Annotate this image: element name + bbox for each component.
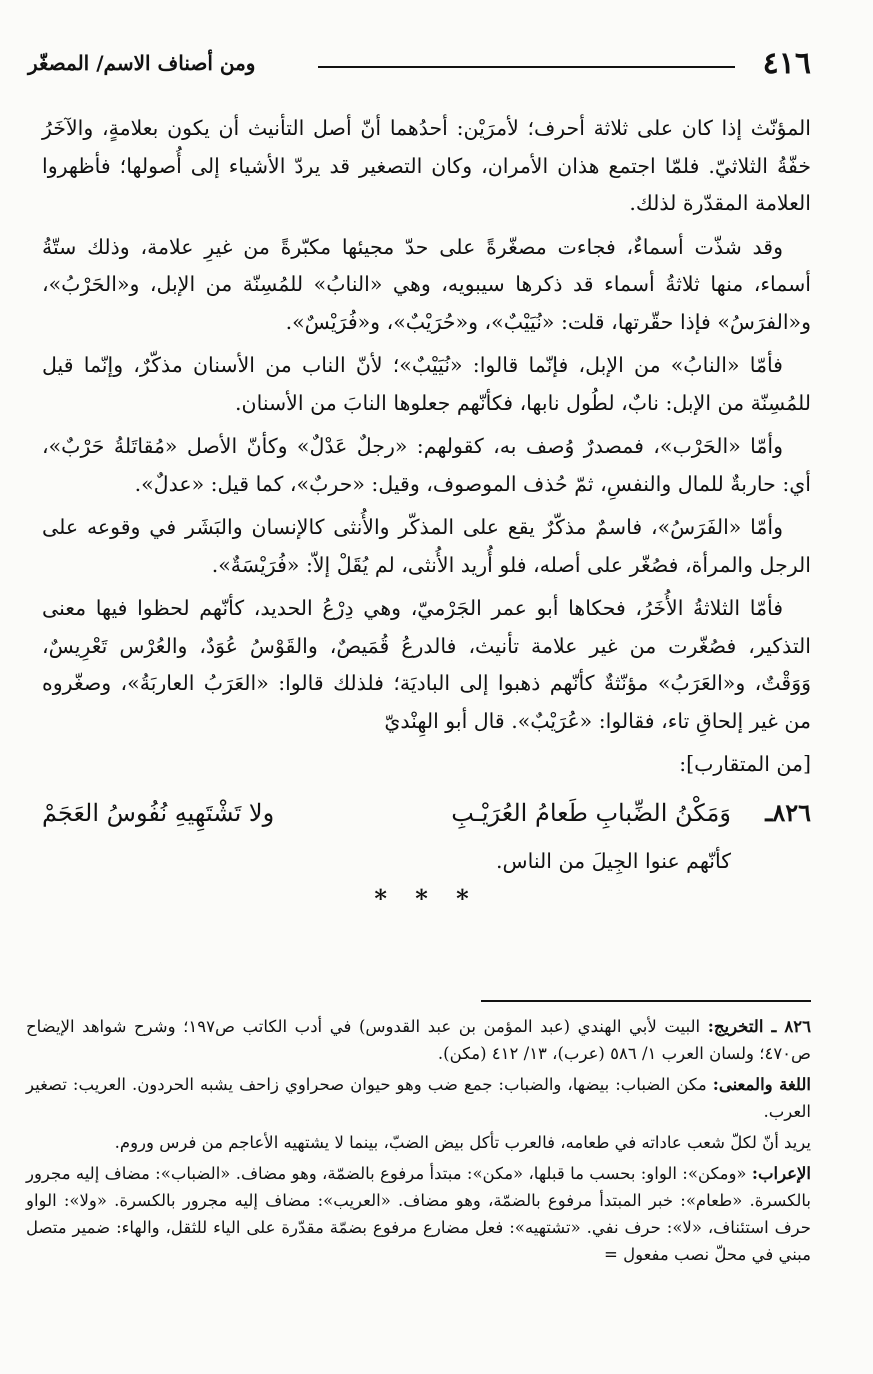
footnote-irab-label: الإعراب: [751,1164,812,1183]
verse-first-hemistich: وَمَكْنُ الضِّبابِ طَعامُ العُرَيْـبِ [451,799,731,827]
verse-number: ٨٢٦ـ [765,798,811,827]
footnote-meaning: يريد أنّ لكلّ شعب عاداته في طعامه، فالعرب تأكل بيض الضبّ، بينما لا يشتهيه الأعاجم من فرس وروم. [114,1133,811,1152]
paragraph-4: وأمّا «الحَرْب»، فمصدرٌ وُصف به، كقولهم: «رجلٌ عَدْلٌ» وكأنّ الأصل «مُقاتَلةُ حَرْبٌ»، أي: حاربةٌ للمال والنفسِ، ثمّ حُذف الموصوف، وقيل: «حربٌ»، كما قيل: «عدلٌ». [42,434,811,496]
header-rule [318,66,735,68]
verse-commentary: كأنّهم عنوا الجِيلَ من الناس. [496,849,731,873]
paragraph-2: وقد شذّت أسماءٌ، فجاءت مصغّرةً على حدّ مجيئها مكبّرةً من غيرِ علامة، وذلك ستّةُ أسماء، منها ثلاثةُ أسماء قد ذكرها سيبويه، وهي «النابُ» للمُسِنّة من الإبل، و«الحَرْبُ»، و«الفرَسُ» فإذا حقّرتها، قلت: «نُيَيْبٌ»، و«حُرَيْبٌ»، و«فُرَيْسٌ». [42,234,811,334]
running-title: ومن أصناف الاسم/ المصغّر [28,51,256,75]
section-separator: * * * [374,884,479,913]
footnote-takhrij-text: البيت لأبي الهندي (عبد المؤمن بن عبد القدوس) في أدب الكاتب ص١٩٧؛ وشرح شواهد الإيضاح ص٤٧٠؛ ولسان العرب ١/ ٥٨٦ (عرب)، ١٣/ ٤١٢ (مكن). [26,1017,811,1063]
footnote-lugha-text: مكن الضباب: بيضها، والضباب: جمع ضب وهو حيوان صحراوي زاحف يشبه الحردون. العريب: تصغير العرب. [26,1075,811,1121]
paragraph-1: المؤنّث إذا كان على ثلاثة أحرف؛ لأمرَيْن: أحدُهما أنّ أصل التأنيث أن يكون بعلامةٍ، والآخَرُ خفّةُ الثلاثيّ. فلمّا اجتمع هذان الأمران، وكان التصغير قد يردّ الأشياء إلى أُصولها؛ فأظهروا العلامة المقدّرة لذلك. [42,116,811,215]
footnote-lugha-label: اللغة والمعنى: [712,1075,812,1094]
page-number: ٤١٦ [762,46,811,81]
footnote-irab-text: «ومكن»: الواو: بحسب ما قبلها، «مكن»: مبتدأ مرفوع بالضمّة، وهو مضاف. «الضباب»: مضاف إليه مجرور بالكسرة. «طعام»: خبر المبتدأ مرفوع بالضمّة، وهو مضاف. «العريب»: مضاف إليه مجرور بالكسرة. «ولا»: الواو حرف استئناف، «لا»: حرف نفي. «تشتهيه»: فعل مضارع مرفوع بضمّة مقدّرة على الياء للثقل، والهاء: ضمير متصل مبني في محلّ نصب مفعول = [26,1164,811,1264]
footnotes [26,1013,811,1272]
verse-line [42,792,811,834]
paragraph-3: فأمّا «النابُ» من الإبل، فإنّما قالوا: «نُيَيْبٌ»؛ لأنّ الناب من الأسنان مذكّرٌ، وإنّما قيل للمُسِنّة من الإبل: نابٌ، لطُول نابها، فكأنّهم جعلوها النابَ من الأسنان. [42,353,811,415]
paragraph-5: وأمّا «الفَرَسُ»، فاسمٌ مذكّرٌ يقع على المذكّر والأُنثى كالإنسان والبَشَر في وقوعه على الرجل والمرأة، فصُغّر على أصله، فلو أُريد الأُنثى، لم يُقَلْ إلاّ: «فُرَيْسَةٌ». [42,515,811,577]
poetic-meter: [من المتقارب]: [679,752,811,776]
verse-second-hemistich: ولا تَشْتَهِيهِ نُفُوسُ العَجَمْ [42,799,275,827]
paragraph-6: فأمّا الثلاثةُ الأُخَرُ، فحكاها أبو عمر الجَرْميّ، وهي دِرْعُ الحديد، كأنّهم لحظوا فيها معنى التذكير، فصُغّرت من غير علامة تأنيث، فالدرعُ قُمَيصٌ، والقَوْسُ عُوَدٌ، والعُرْس تَعْرِيسٌ، وَوَقْتٌ، و«العَرَبُ» مؤنّثةٌ كأنّهم ذهبوا إلى الباديَة؛ فلذلك قالوا: «العَرَبُ العاربَةُ»، وصغّروه من غير إلحاقِ تاء، فقالوا: «عُرَيْبٌ». قال أبو الهِنْديّ [42,596,811,733]
footnote-takhrij [26,1013,811,1067]
footnote-takhrij-label: ٨٢٦ ـ التخريج: [707,1017,812,1036]
footnote-irab [26,1160,811,1268]
page-header [28,44,811,84]
footnote-lugha [26,1071,811,1125]
main-text [42,110,811,913]
footnote-rule [481,1000,811,1002]
